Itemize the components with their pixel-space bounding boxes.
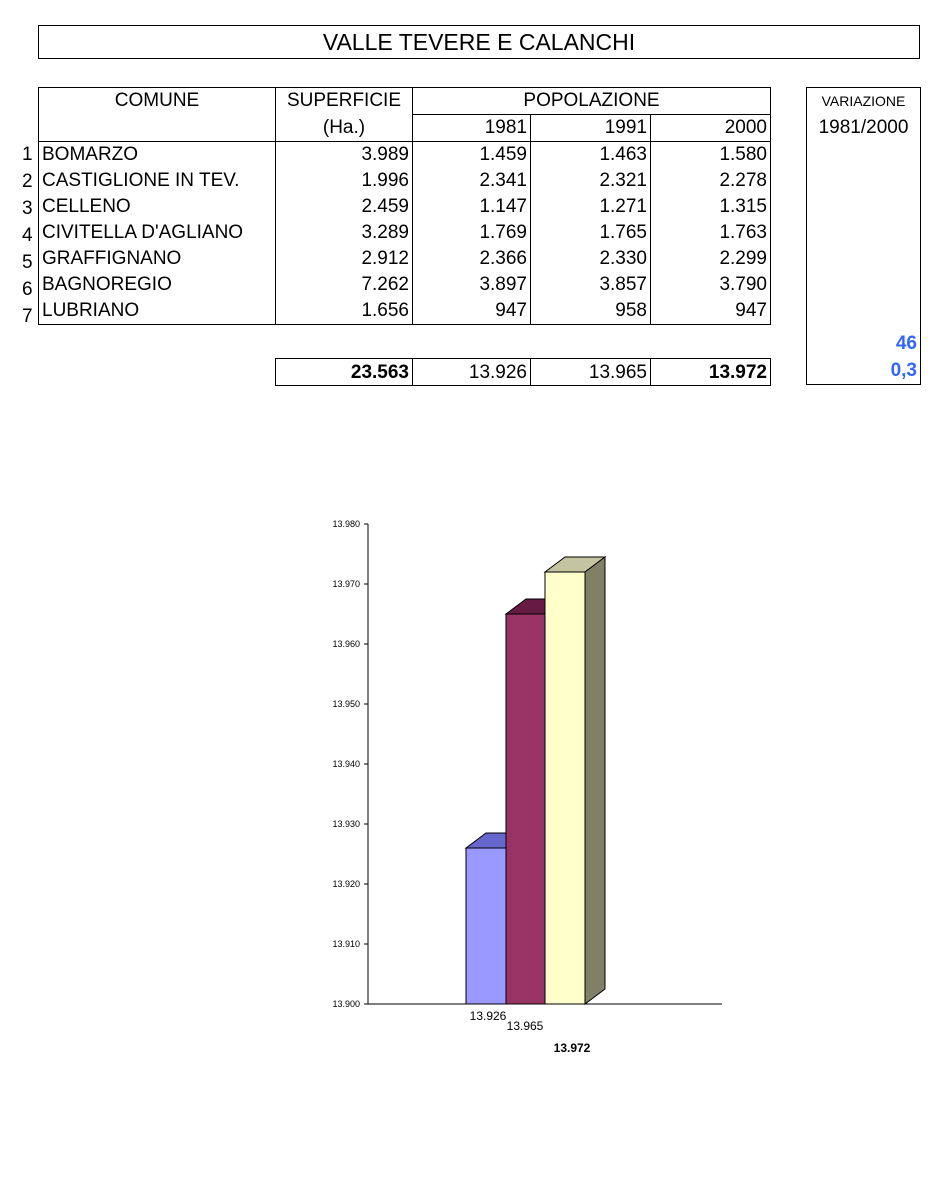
cell-p1981: 2.366 (413, 246, 531, 272)
cell-p2000: 2.278 (651, 168, 771, 194)
header-year: 1991 (531, 115, 651, 142)
row-number: 2 (22, 171, 33, 192)
row-number: 1 (22, 144, 33, 165)
bar (506, 614, 545, 1004)
cell-superficie: 3.989 (276, 142, 413, 169)
row-number: 3 (22, 198, 33, 219)
row-number: 6 (22, 279, 33, 300)
cell-superficie: 3.289 (276, 220, 413, 246)
cell-p1981: 3.897 (413, 272, 531, 298)
cell-p1991: 958 (531, 298, 651, 325)
total-1981: 13.926 (413, 359, 531, 386)
cell-superficie: 1.656 (276, 298, 413, 325)
total-superficie: 23.563 (276, 359, 413, 386)
data-label: 13.965 (506, 1019, 544, 1033)
data-label: 13.926 (469, 1009, 507, 1023)
cell-p1991: 2.321 (531, 168, 651, 194)
cell-p2000: 1.580 (651, 142, 771, 169)
bar (545, 572, 585, 1004)
y-tick-label: 13.910 (332, 939, 360, 949)
y-tick-label: 13.950 (332, 699, 360, 709)
cell-p1991: 1.463 (531, 142, 651, 169)
cell-p2000: 2.299 (651, 246, 771, 272)
cell-p1991: 1.765 (531, 220, 651, 246)
cell-comune: LUBRIANO (39, 298, 276, 325)
variazione-period: 1981/2000 (818, 117, 909, 138)
variazione-percent: 0,3 (890, 360, 917, 381)
cell-superficie: 2.912 (276, 246, 413, 272)
header-year: 1981 (413, 115, 531, 142)
cell-p2000: 3.790 (651, 272, 771, 298)
header-year: 2000 (651, 115, 771, 142)
y-tick-label: 13.930 (332, 819, 360, 829)
y-tick-label: 13.940 (332, 759, 360, 769)
total-1991: 13.965 (531, 359, 651, 386)
cell-p1981: 947 (413, 298, 531, 325)
cell-comune: GRAFFIGNANO (39, 246, 276, 272)
bar-side (585, 557, 605, 1004)
cell-comune: BOMARZO (39, 142, 276, 169)
header-superficie: SUPERFICIE (276, 88, 413, 115)
row-number: 5 (22, 252, 33, 273)
bar (466, 848, 506, 1004)
total-2000: 13.972 (651, 359, 771, 386)
y-tick-label: 13.980 (332, 519, 360, 529)
cell-comune: BAGNOREGIO (39, 272, 276, 298)
header-superficie-unit: (Ha.) (276, 115, 413, 142)
row-number: 7 (22, 306, 33, 327)
cell-p2000: 947 (651, 298, 771, 325)
cell-superficie: 7.262 (276, 272, 413, 298)
cell-p1991: 1.271 (531, 194, 651, 220)
y-tick-label: 13.970 (332, 579, 360, 589)
cell-p1991: 3.857 (531, 272, 651, 298)
page-title: VALLE TEVERE E CALANCHI (38, 25, 920, 59)
header-popolazione: POPOLAZIONE (413, 88, 771, 115)
cell-comune: CASTIGLIONE IN TEV. (39, 168, 276, 194)
cell-superficie: 1.996 (276, 168, 413, 194)
cell-comune: CELLENO (39, 194, 276, 220)
variazione-label: VARIAZIONE (821, 93, 906, 109)
data-label: 13.972 (553, 1041, 591, 1055)
variazione-absolute: 46 (895, 333, 917, 354)
cell-superficie: 2.459 (276, 194, 413, 220)
cell-p2000: 1.315 (651, 194, 771, 220)
cell-p1981: 1.147 (413, 194, 531, 220)
y-tick-label: 13.920 (332, 879, 360, 889)
y-tick-label: 13.900 (332, 999, 360, 1009)
cell-p2000: 1.763 (651, 220, 771, 246)
cell-p1981: 1.459 (413, 142, 531, 169)
header-comune: COMUNE (39, 88, 276, 115)
cell-comune: CIVITELLA D'AGLIANO (39, 220, 276, 246)
row-number: 4 (22, 225, 33, 246)
cell-p1981: 1.769 (413, 220, 531, 246)
y-tick-label: 13.960 (332, 639, 360, 649)
cell-p1981: 2.341 (413, 168, 531, 194)
cell-p1991: 2.330 (531, 246, 651, 272)
